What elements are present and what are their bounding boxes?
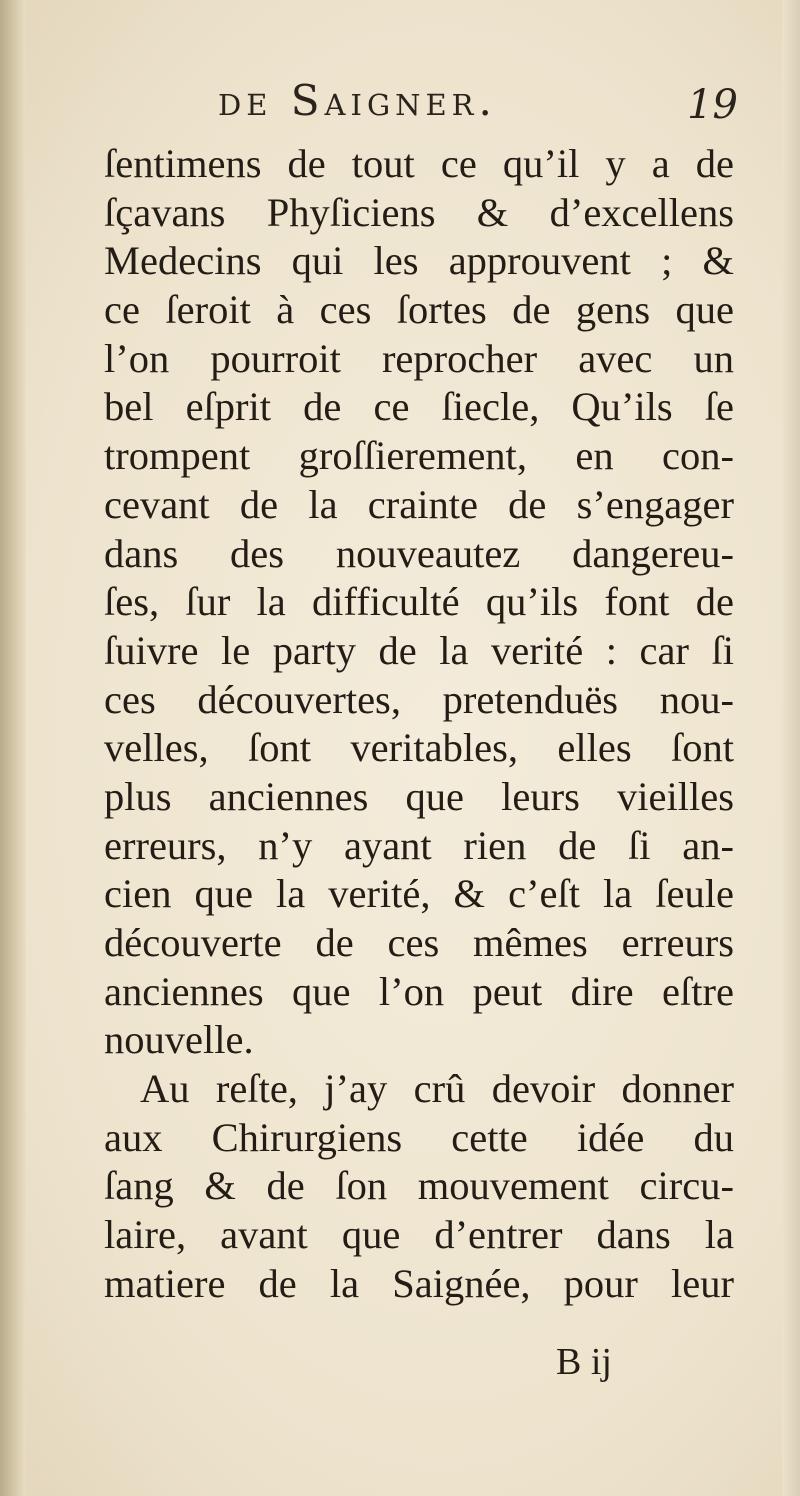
signature-mark: B ij: [556, 1341, 612, 1383]
text-line: ſçavans Phyſiciens & d’excellens: [104, 189, 734, 235]
text-line: trompent groſſierement, en con-: [104, 433, 734, 479]
text-line: matiere de la Saignée, pour leur: [104, 1260, 734, 1306]
text-line: dans des nouveautez dangereu-: [104, 530, 734, 576]
text-line: l’on pourroit reprocher avec un: [104, 335, 734, 381]
text-line: laire, avant que d’entrer dans la: [104, 1212, 734, 1258]
text-line: ces découvertes, pretenduës nou-: [104, 676, 734, 722]
text-line: ce ſeroit à ces ſortes de gens que: [104, 287, 734, 333]
text-line: cien que la verité, & c’eſt la ſeule: [104, 871, 734, 917]
text-line: ſuivre le party de la verité : car ſi: [104, 627, 734, 673]
body-text: [104, 140, 734, 1309]
page-header: [218, 76, 738, 136]
page-number: 19: [687, 82, 738, 128]
text-line: erreurs, n’y ayant rien de ſi an-: [104, 822, 734, 868]
binding-gutter: [0, 0, 26, 1496]
text-line: anciennes que l’on peut dire eſtre: [104, 968, 734, 1014]
text-line: aux Chirurgiens cette idée du: [104, 1114, 734, 1160]
text-line: velles, ſont veritables, elles ſont: [104, 725, 734, 771]
text-line: découverte de ces mêmes erreurs: [104, 920, 734, 965]
running-title: de Saigner.: [218, 76, 497, 125]
text-line: nouvelle.: [104, 1017, 254, 1063]
text-line: ſang & de ſon mouvement circu-: [104, 1163, 734, 1209]
text-line: Medecins qui les approuvent ; &: [104, 238, 734, 284]
text-line: cevant de la crainte de s’engager: [104, 481, 734, 527]
text-line: ſentimens de tout ce qu’il y a de: [104, 141, 734, 186]
text-line: bel eſprit de ce ſiecle, Qu’ils ſe: [104, 384, 734, 430]
paragraph-start-line: Au reſte, j’ay crû devoir donner: [140, 1066, 734, 1112]
page-edge: [782, 0, 800, 1496]
text-line: plus anciennes que leurs vieilles: [104, 773, 734, 819]
text-line: ſes, ſur la difficulté qu’ils font de: [104, 579, 734, 625]
